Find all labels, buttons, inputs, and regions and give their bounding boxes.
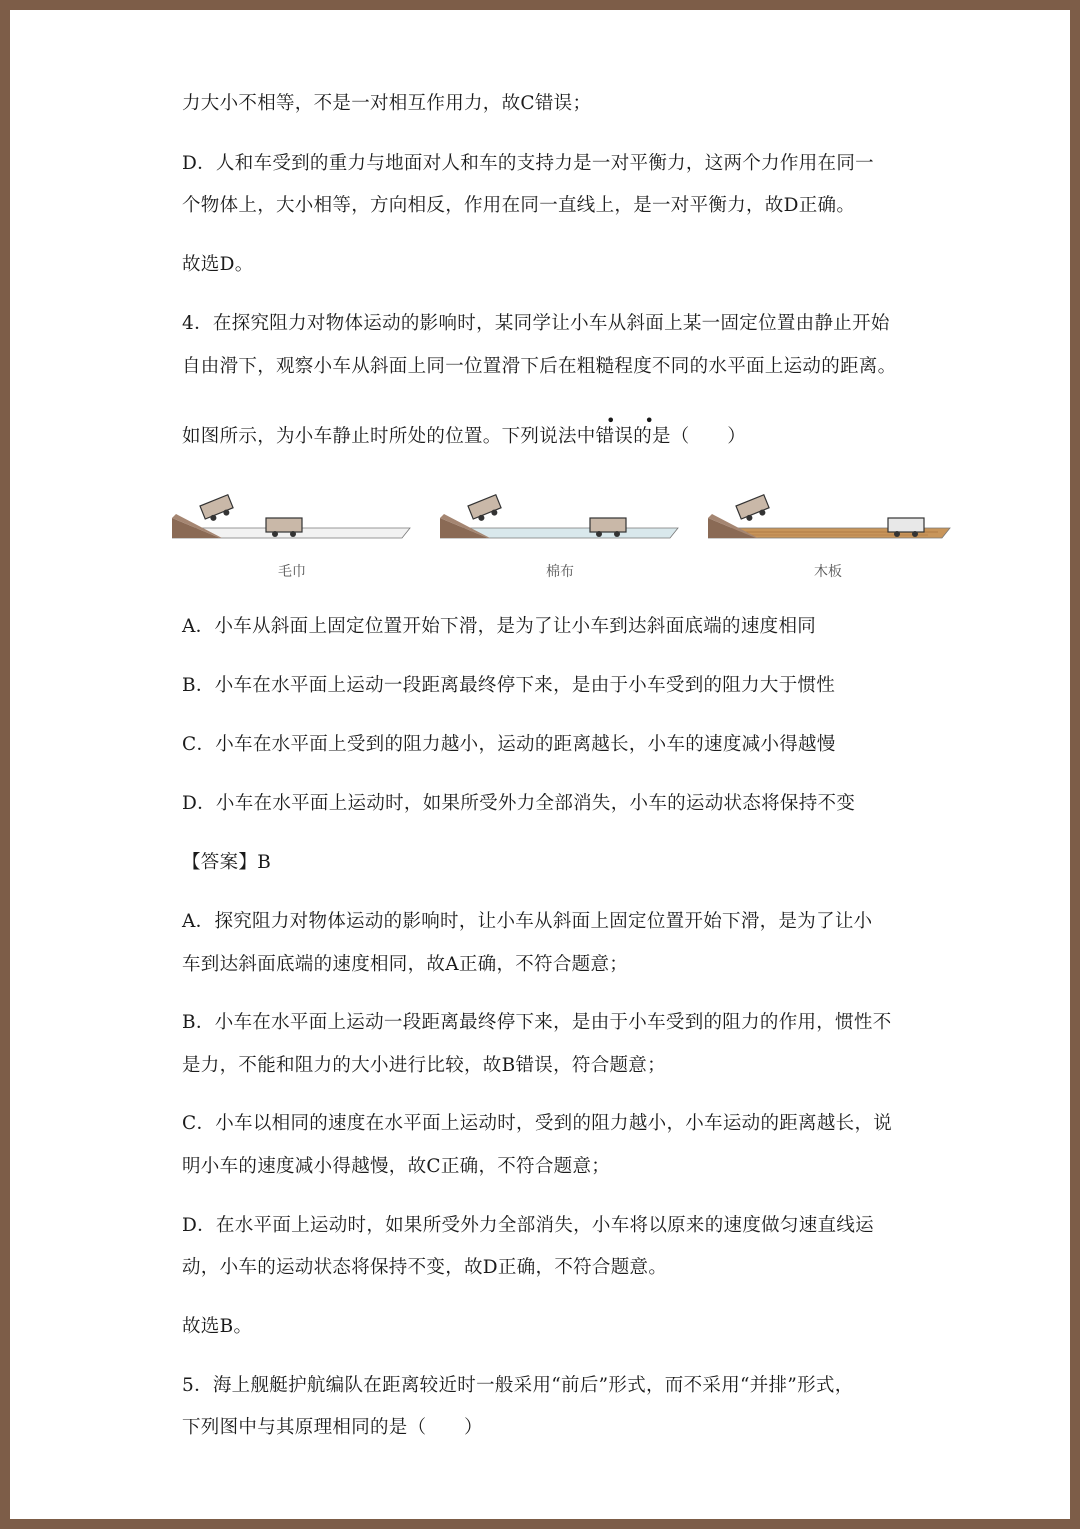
text-line: 个物体上，大小相等，方向相反，作用在同一直线上，是一对平衡力，故D正确。 bbox=[182, 195, 856, 216]
analysis-line: 车到达斜面底端的速度相同，故A正确，不符合题意； bbox=[182, 954, 629, 975]
ramp-cart-icon bbox=[736, 495, 771, 524]
emphasis-dots: • • bbox=[606, 411, 666, 430]
option-b: B．小车在水平面上运动一段距离最终停下来，是由于小车受到的阻力大于惯性 bbox=[182, 675, 836, 696]
question-4-line: 4．在探究阻力对物体运动的影响时，某同学让小车从斜面上某一固定位置由静止开始 bbox=[182, 313, 890, 334]
text-line: D．人和车受到的重力与地面对人和车的支持力是一对平衡力，这两个力作用在同一 bbox=[182, 153, 874, 174]
answer-label: 【答案】B bbox=[182, 852, 272, 873]
cotton-surface-illustration bbox=[440, 488, 680, 558]
text-line: 故选B。 bbox=[182, 1316, 253, 1337]
text-line: 力大小不相等，不是一对相互作用力，故C错误； bbox=[182, 93, 592, 114]
analysis-line: A．探究阻力对物体运动的影响时，让小车从斜面上固定位置开始下滑，是为了让小 bbox=[182, 911, 873, 932]
wood-surface-illustration bbox=[708, 488, 952, 558]
panel-wood bbox=[708, 488, 948, 583]
experiment-figure bbox=[172, 488, 952, 583]
panel-towel bbox=[172, 488, 412, 583]
analysis-line: D．在水平面上运动时，如果所受外力全部消失，小车将以原来的速度做匀速直线运 bbox=[182, 1215, 874, 1236]
text-line: 故选D。 bbox=[182, 254, 254, 275]
panel-cotton bbox=[440, 488, 680, 583]
option-c: C．小车在水平面上受到的阻力越小，运动的距离越长，小车的速度减小得越慢 bbox=[182, 734, 836, 755]
option-a: A．小车从斜面上固定位置开始下滑，是为了让小车到达斜面底端的速度相同 bbox=[182, 616, 817, 637]
caption-towel: 毛巾 bbox=[278, 564, 306, 580]
caption-cotton: 棉布 bbox=[546, 564, 574, 580]
analysis-line: 明小车的速度减小得越慢，故C正确，不符合题意； bbox=[182, 1156, 611, 1177]
option-d: D．小车在水平面上运动时，如果所受外力全部消失，小车的运动状态将保持不变 bbox=[182, 793, 856, 814]
analysis-line: 是力，不能和阻力的大小进行比较，故B错误，符合题意； bbox=[182, 1055, 666, 1076]
towel-surface-illustration bbox=[172, 488, 412, 558]
analysis-line: C．小车以相同的速度在水平面上运动时，受到的阻力越小，小车运动的距离越长，说 bbox=[182, 1113, 893, 1134]
question-4-line: 自由滑下，观察小车从斜面上同一位置滑下后在粗糙程度不同的水平面上运动的距离。 bbox=[182, 356, 897, 377]
ramp-cart-icon bbox=[200, 495, 235, 524]
document-page bbox=[10, 10, 1070, 1519]
question-5-line: 下列图中与其原理相同的是（ ） bbox=[182, 1417, 483, 1438]
analysis-line: 动，小车的运动状态将保持不变，故D正确，不符合题意。 bbox=[182, 1257, 668, 1278]
ramp-cart-icon bbox=[468, 495, 503, 524]
analysis-line: B．小车在水平面上运动一段距离最终停下来，是由于小车受到的阻力的作用，惯性不 bbox=[182, 1012, 892, 1033]
question-5-line: 5．海上舰艇护航编队在距离较近时一般采用“前后”形式，而不采用“并排”形式， bbox=[182, 1375, 854, 1396]
question-4-line: 如图所示，为小车静止时所处的位置。下列说法中错误的是（ ） bbox=[182, 426, 747, 447]
caption-wood: 木板 bbox=[814, 564, 842, 580]
